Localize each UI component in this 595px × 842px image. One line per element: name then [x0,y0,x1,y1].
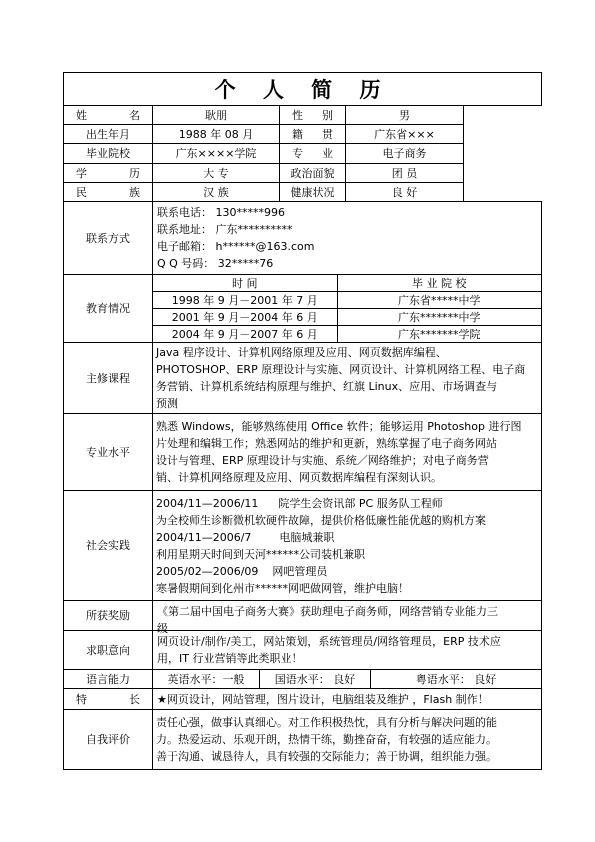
birth-value: 1988 年 08 月 [153,125,280,144]
skill-label: 专业水平 [64,414,153,491]
edu-head-school: 毕 业 院 校 [337,275,541,292]
contact-label: 联系方式 [64,202,153,275]
courses-content [153,343,542,414]
origin-label: 籍 贯 [280,125,346,144]
education-content [153,275,542,343]
cantonese-level: 粤语水平： 良好 [371,670,542,689]
self-line: 力。热爱运动、乐观开朗，热情干练，勤挫奋奋，有较强的适应能力。 [156,733,497,746]
awards-content [153,601,542,635]
edu-school: 广东省*****中学 [337,292,541,309]
contact-phone: 联系电话： 130*****996 [157,206,285,219]
school-label: 毕业院校 [64,144,153,164]
skill-line: 熟悉 Windows，能够熟练使用 Office 软件；能够运用 Photoshop 进行图 [156,420,522,433]
contact-qq: Q Q 号码： 32*****76 [157,257,274,270]
education-table [153,275,541,342]
awards-label: 所获奖励 [64,601,153,631]
specialty-label: 特 长 [64,689,153,710]
education-row [64,275,542,343]
gender-label: 性 别 [280,106,346,125]
awards-row [64,601,542,631]
education-header [153,275,541,292]
contact-content [153,202,542,275]
self-label: 自我评价 [64,710,153,770]
practice-row [64,491,542,601]
degree-value: 大 专 [153,164,280,183]
contact-email: 电子邮箱： h******@163.com [157,240,315,253]
politics-value: 团 员 [346,164,464,183]
courses-label: 主修课程 [64,343,153,414]
edu-head-time: 时 间 [153,275,337,292]
education-row-3 [153,326,541,343]
practice-desc: 为全校师生诊断微机软硬件故障，提供价格低廉性能优越的购机方案 [156,513,486,527]
courses-line: PHOTOSHOP、ERP 原理设计与实施、网页设计、计算机网络工程、电子商 [156,363,526,376]
skill-line: 设计与管理、ERP 原理设计与实施、系统／网络维护；对电子商务营 [156,454,489,467]
education-row-2 [153,309,541,326]
school-value: 广东××××学院 [153,144,280,164]
name-label: 姓 名 [64,106,153,125]
intention-row [64,631,542,670]
skill-line: 销、计算机网络原理及应用、网页数据库编程有深刻认识。 [156,471,442,484]
major-value: 电子商务 [346,144,464,164]
practice-item-1 [156,495,538,512]
edu-time: 2004 年 9 月－2007 年 6 月 [153,326,337,343]
intention-line: 网页设计/制作/美工，网站策划，系统管理员/网络管理员，ERP 技术应 [157,635,501,648]
contact-row [64,202,542,275]
name-value: 耿朋 [153,106,280,125]
self-content [153,710,542,770]
practice-desc: 利用星期天时间到天河******公司装机兼职 [156,547,365,561]
birth-label: 出生年月 [64,125,153,144]
mandarin-level: 国语水平： 良好 [260,670,371,689]
gender-value: 男 [346,106,464,125]
self-row [64,710,542,770]
practice-role: 电脑城兼职 [279,530,335,544]
basic-row-1 [64,106,542,125]
self-line: 责任心强，做事认真细心。对工作积极热忱，具有分析与解决问题的能 [156,716,497,729]
edu-school: 广东*******中学 [337,309,541,326]
major-label: 专 业 [280,144,346,164]
ethnic-value: 汉 族 [153,183,280,202]
resume-table [63,72,542,770]
skill-content [153,414,542,491]
practice-item-2 [156,529,538,546]
skill-row [64,414,542,491]
awards-line: 级 [157,622,168,635]
edu-school: 广东*******学院 [337,326,541,343]
contact-address: 联系地址： 广东********** [157,223,293,236]
specialty-row [64,689,542,710]
awards-line: 《第二届中国电子商务大赛》获助理电子商务师，网络营销专业能力三 [157,605,498,618]
resume-title: 个 人 简 历 [64,73,542,106]
practice-period: 2004/11—2006/11 [156,496,259,510]
intention-label: 求职意向 [64,631,153,670]
health-value: 良 好 [346,183,464,202]
intention-line: 用，IT 行业营销等此类职业！ [157,652,303,665]
courses-line: 务营销、计算机系统结构原理与维护、红旗 Linux、应用、市场调查与 [156,380,498,393]
ethnic-label: 民 族 [64,183,153,202]
practice-content [153,491,542,601]
practice-label: 社会实践 [64,491,153,601]
courses-row [64,343,542,414]
edu-time: 1998 年 9 月－2001 年 7 月 [153,292,337,309]
intention-content [153,631,542,670]
practice-period: 2004/11—2006/7 [156,530,252,544]
practice-item-3 [156,563,538,580]
language-row [64,670,542,689]
photo-area [464,106,542,202]
education-label: 教育情况 [64,275,153,343]
origin-value: 广东省××× [346,125,464,144]
practice-desc: 寒暑假期间到化州市******网吧做网管，维护电脑！ [156,581,409,595]
practice-period: 2005/02—2006/09 [156,564,259,578]
skill-line: 片处理和编辑工作；熟悉网站的维护和更新，熟练掌握了电子商务网站 [156,437,497,450]
education-row-1 [153,292,541,309]
degree-label: 学 历 [64,164,153,183]
health-label: 健康状况 [280,183,346,202]
courses-line: Java 程序设计、计算机网络原理及应用、网页数据库编程、 [156,346,447,359]
edu-time: 2001 年 9 月－2004 年 6 月 [153,309,337,326]
language-label: 语言能力 [64,670,153,689]
politics-label: 政治面貌 [280,164,346,183]
self-line: 善于沟通、诚恳待人，具有较强的交际能力；善于协调，组织能力强。 [156,750,497,763]
practice-role: 网吧管理员 [272,564,328,578]
english-level: 英语水平：一般 [153,670,260,689]
practice-role: 院学生会资讯部 PC 服务队工程师 [278,496,443,510]
specialty-content: ★网页设计，网站管理，图片设计，电脑组装及维护 ，Flash 制作！ [153,689,542,710]
courses-line: 预测 [156,397,178,410]
